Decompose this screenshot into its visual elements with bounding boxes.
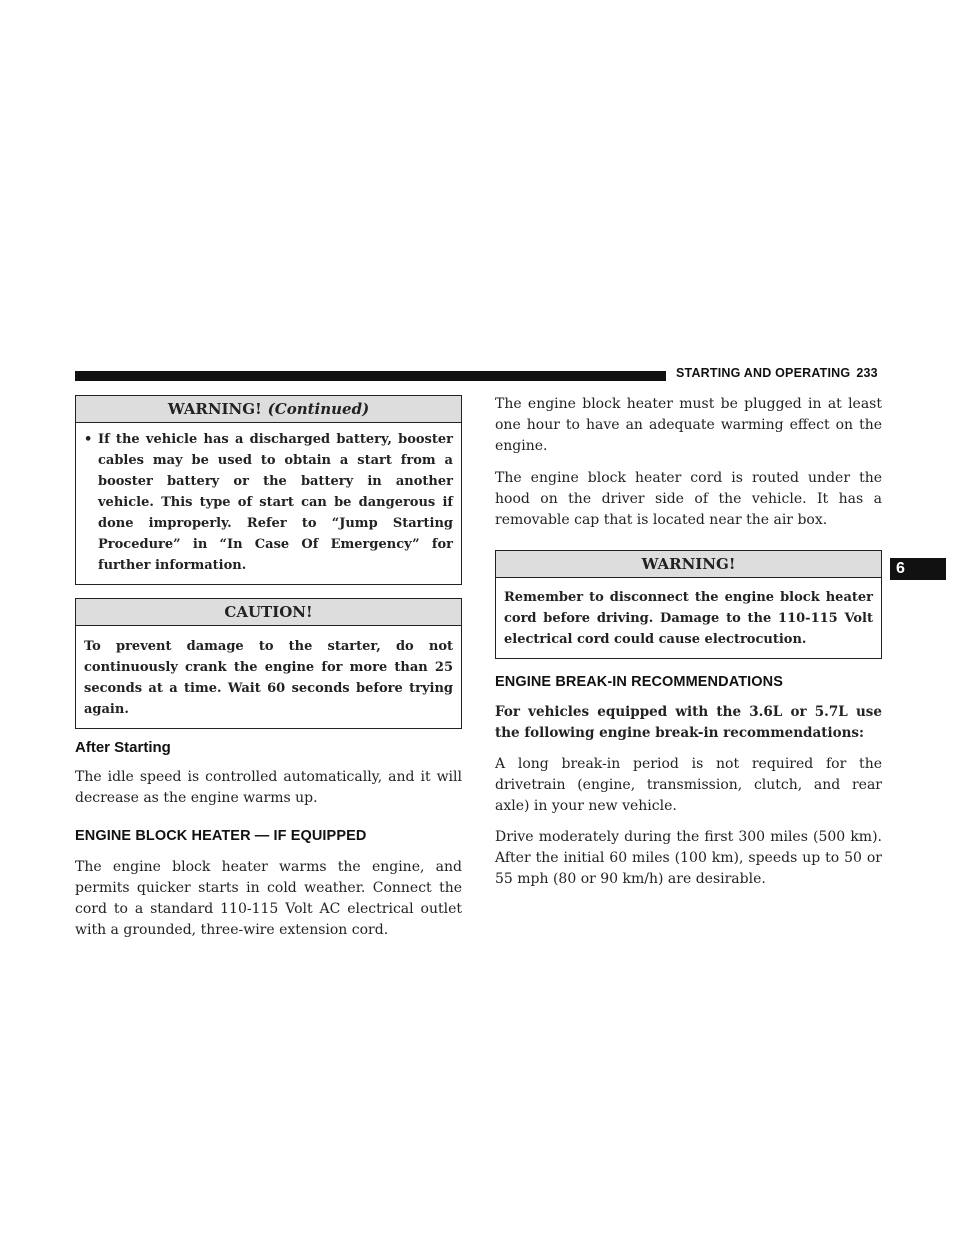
warning-continued-subtitle: (Continued) [267, 400, 370, 418]
warning-continued-title: WARNING! [167, 400, 262, 418]
warning-box [495, 550, 882, 659]
running-header [676, 366, 878, 380]
chapter-tab: 6 [890, 558, 946, 580]
caution-box [75, 598, 462, 729]
block-heater-text: The engine block heater warms the engine, and permits quicker starts in cold weather. Connect the cord to a standard 110-115 Volt AC electrical outlet with a grounded, three-wire extension cord. [75, 859, 462, 938]
break-in-heading: ENGINE BREAK-IN RECOMMENDATIONS [495, 674, 784, 690]
page-number: 233 [856, 366, 878, 380]
caution-text: To prevent damage to the starter, do not continuously crank the engine for more than 25 seconds at a time. Wait 60 seconds before trying again. [84, 639, 453, 717]
after-starting-heading: After Starting [75, 739, 171, 756]
break-in-intro: For vehicles equipped with the 3.6L or 5.7L use the following engine break-in recommendations: [495, 704, 882, 741]
block-heater-heading: ENGINE BLOCK HEATER — IF EQUIPPED [75, 828, 367, 844]
warning-bullet-text: If the vehicle has a discharged battery, booster cables may be used to obtain a start from a booster battery or the battery in another vehicle. This type of start can be dangerous if done improperly. Refer to “Jump Starting Procedure” in “In Case Of Emergency” for further information. [98, 432, 453, 573]
cord-routing-paragraph: The engine block heater cord is routed under the hood on the driver side of the vehicle. It has a removable cap that is located near the air box. [495, 470, 882, 528]
break-in-speeds: Drive moderately during the first 300 miles (500 km). After the initial 60 miles (100 km), speeds up to 50 or 55 mph (80 or 90 km/h) are desirable. [495, 829, 882, 887]
after-starting-text: The idle speed is controlled automatically, and it will decrease as the engine warms up. [75, 769, 462, 806]
chapter-title: STARTING AND OPERATING [676, 366, 851, 380]
warning-bullet-item [84, 429, 453, 576]
warning-text: Remember to disconnect the engine block heater cord before driving. Damage to the 110-115 Volt electrical cord could cause electrocution. [504, 590, 873, 647]
bullet-icon: • [84, 432, 93, 447]
warning-continued-box [75, 395, 462, 585]
plug-in-paragraph: The engine block heater must be plugged in at least one hour to have an adequate warming effect on the engine. [495, 396, 882, 454]
left-column [75, 395, 462, 941]
break-in-drivetrain: A long break-in period is not required for the drivetrain (engine, transmission, clutch, and rear axle) in your new vehicle. [495, 756, 882, 814]
warning-continued-header [76, 396, 461, 423]
caution-header: CAUTION! [76, 599, 461, 626]
right-column [495, 395, 882, 890]
warning-header: WARNING! [496, 551, 881, 578]
warning-continued-body [76, 423, 461, 584]
header-rule [75, 371, 666, 381]
